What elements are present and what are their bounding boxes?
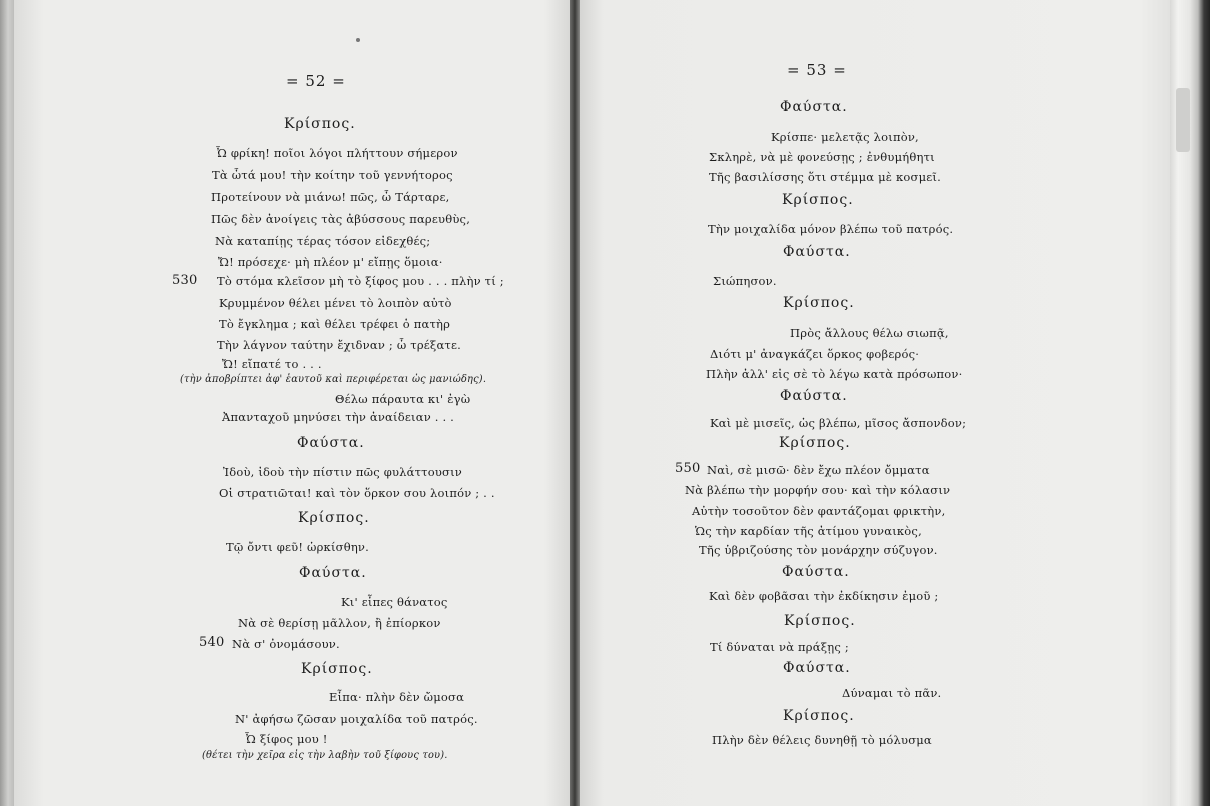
page-number: = 53 = <box>787 61 847 79</box>
right-page <box>580 0 1170 806</box>
speaker-name: Φαύστα. <box>783 244 851 260</box>
verse-line: Πρὸς ἄλλους θέλω σιωπᾷ, <box>790 326 949 340</box>
verse-line: Αὐτὴν τοσοῦτον δὲν φαντάζομαι φρικτὴν, <box>692 504 946 518</box>
verse-line: Τὸ ἔγκλημα ; καὶ θέλει τρέφει ὁ πατὴρ <box>219 317 451 331</box>
speaker-name: Κρίσπος. <box>784 613 856 629</box>
verse-line: Ναὶ, σὲ μισῶ· δὲν ἔχω πλέον ὄμματα <box>707 463 930 477</box>
speaker-name: Κρίσπος. <box>782 192 854 208</box>
verse-line: Τῷ ὄντι φεῦ! ὡρκίσθην. <box>226 540 369 554</box>
speaker-name: Κρίσπος. <box>298 510 370 526</box>
verse-line: Πλὴν δὲν θέλεις δυνηθῇ τὸ μόλυσμα <box>712 733 932 747</box>
verse-line: Νὰ βλέπω τὴν μορφήν σου· καὶ τὴν κόλασιν <box>685 483 951 497</box>
verse-line: Τῆς ὑβριζούσης τὸν μονάρχην σύζυγον. <box>699 543 938 557</box>
verse-number: 540 <box>199 635 225 650</box>
verse-line: Προτείνουν νὰ μιάνω! πῶς, ὦ Τάρταρε, <box>211 190 450 204</box>
speaker-name: Κρίσπος. <box>284 116 356 132</box>
stage-direction: (τὴν ἀποβρίπτει ἀφ' ἑαυτοῦ καὶ περιφέρεται ὡς μανιώδης). <box>180 374 487 385</box>
verse-line: Κρίσπε· μελετᾷς λοιπὸν, <box>771 130 919 144</box>
speaker-name: Φαύστα. <box>780 388 848 404</box>
verse-line: Σιώπησον. <box>713 274 777 288</box>
verse-line: Πλὴν ἀλλ' εἰς σὲ τὸ λέγω κατὰ πρόσωπον· <box>706 367 963 381</box>
verse-line: Οἱ στρατιῶται! καὶ τὸν ὅρκον σου λοιπόν ; . . <box>219 486 495 500</box>
verse-line: Ἰδοὺ, ἰδοὺ τὴν πίστιν πῶς φυλάττουσιν <box>223 465 462 479</box>
verse-line: Ὦ ξίφος μου ! <box>245 732 328 746</box>
verse-line: Δύναμαι τὸ πᾶν. <box>842 686 942 700</box>
verse-line: Τῆς βασιλίσσης ὅτι στέμμα μὲ κοσμεῖ. <box>709 170 941 184</box>
verse-line: Ν' ἀφήσω ζῶσαν μοιχαλίδα τοῦ πατρός. <box>235 712 478 726</box>
verse-line: Καὶ δὲν φοβᾶσαι τὴν ἐκδίκησιν ἐμοῦ ; <box>709 589 939 603</box>
verse-line: Νὰ σὲ θερίσῃ μᾶλλον, ἢ ἐπίορκον <box>238 616 441 630</box>
ink-spot <box>356 38 360 42</box>
verse-line: Πῶς δὲν ἀνοίγεις τὰς ἀβύσσους παρευθὺς, <box>211 212 471 226</box>
verse-number: 550 <box>675 461 701 476</box>
verse-line: Τί δύναται νὰ πράξῃς ; <box>710 640 849 654</box>
verse-line: Καὶ μὲ μισεῖς, ὡς βλέπω, μῖσος ἄσπονδον; <box>710 416 967 430</box>
speaker-name: Κρίσπος. <box>783 708 855 724</box>
speaker-name: Φαύστα. <box>297 435 365 451</box>
book-gutter <box>570 0 580 806</box>
verse-line: Ὤ! εἴπατέ το . . . <box>222 357 322 371</box>
left-page <box>14 0 570 806</box>
verse-line: Νὰ καταπίῃς τέρας τόσον εἰδεχθές; <box>215 234 431 248</box>
verse-line: Τὴν λάγνον ταύτην ἔχιδναν ; ὦ τρέξατε. <box>217 338 462 352</box>
stage-direction: (θέτει τὴν χεῖρα εἰς τὴν λαβὴν τοῦ ξίφους του). <box>202 750 448 761</box>
verse-line: Ὤ! πρόσεχε· μὴ πλέον μ' εἴπῃς ὅμοια· <box>218 255 443 269</box>
verse-line: Τὴν μοιχαλίδα μόνον βλέπω τοῦ πατρός. <box>708 222 954 236</box>
verse-line: Κρυμμένον θέλει μένει τὸ λοιπὸν αὐτὸ <box>219 296 452 310</box>
page-number: = 52 = <box>286 72 346 90</box>
speaker-name: Κρίσπος. <box>301 661 373 677</box>
verse-line: Κι' εἶπες θάνατος <box>341 595 448 609</box>
verse-line: Θέλω πάραυτα κι' ἐγὼ <box>335 392 471 406</box>
verse-number: 530 <box>172 273 198 288</box>
left-page-edge <box>0 0 14 806</box>
verse-line: Τὸ στόμα κλεῖσον μὴ τὸ ξίφος μου . . . πλὴν τί ; <box>217 274 504 288</box>
verse-line: Εἶπα· πλὴν δὲν ὤμοσα <box>329 690 465 704</box>
verse-line: Διότι μ' ἀναγκάζει ὅρκος φοβερός· <box>710 347 920 361</box>
speaker-name: Φαύστα. <box>780 99 848 115</box>
speaker-name: Φαύστα. <box>782 564 850 580</box>
paper-tab <box>1176 88 1190 152</box>
speaker-name: Κρίσπος. <box>779 435 851 451</box>
verse-line: Ἀπανταχοῦ μηνύσει τὴν ἀναίδειαν . . . <box>222 410 455 424</box>
verse-line: Ὡς τὴν καρδίαν τῆς ἀτίμου γυναικὸς, <box>695 524 922 538</box>
verse-line: Σκληρὲ, νὰ μὲ φονεύσῃς ; ἐνθυμήθητι <box>709 150 935 164</box>
verse-line: Τὰ ὦτά μου! τὴν κοίτην τοῦ γεννήτορος <box>212 168 453 182</box>
verse-line: Ὦ φρίκη! ποῖοι λόγοι πλήττουν σήμερον <box>216 146 458 160</box>
verse-line: Νὰ σ' ὀνομάσουν. <box>232 637 340 651</box>
speaker-name: Φαύστα. <box>783 660 851 676</box>
speaker-name: Φαύστα. <box>299 565 367 581</box>
speaker-name: Κρίσπος. <box>783 295 855 311</box>
